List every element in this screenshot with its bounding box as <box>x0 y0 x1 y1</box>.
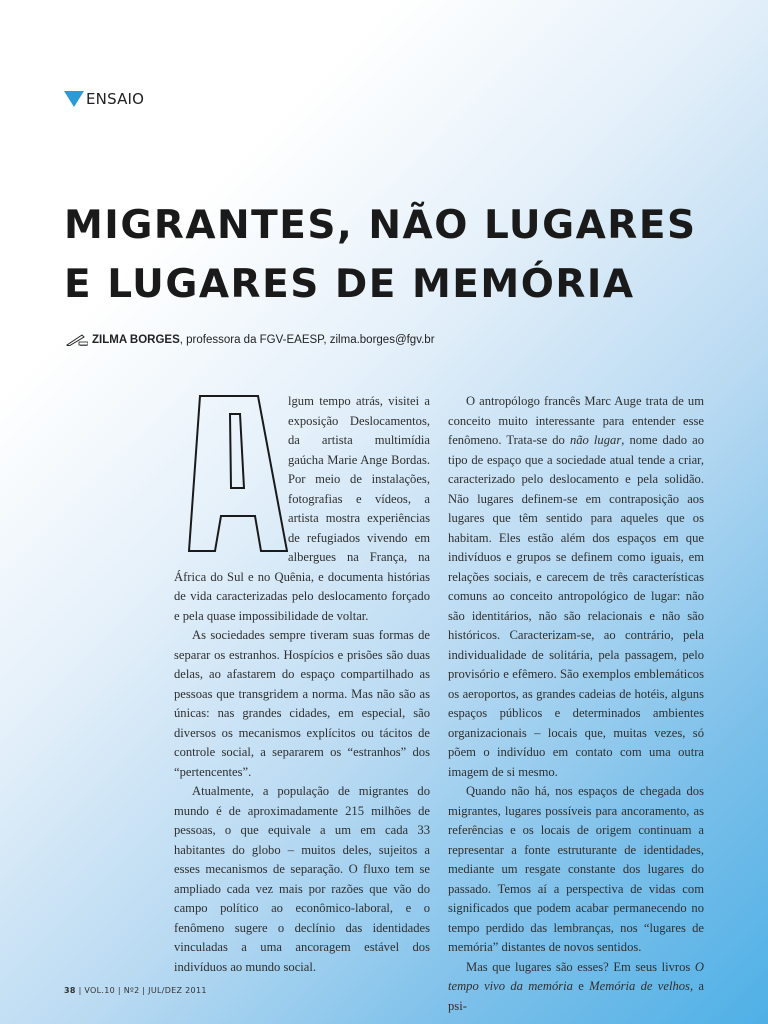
section-label: ENSAIO <box>86 90 145 108</box>
column-left <box>174 392 430 977</box>
pen-icon <box>66 334 88 346</box>
page-number: 38 <box>64 986 76 995</box>
column-right <box>448 392 704 1016</box>
issue-number: Nº2 <box>123 986 140 995</box>
drop-cap-space <box>174 392 288 552</box>
book-title: Memória de velhos <box>589 979 690 993</box>
triangle-down-icon <box>64 91 84 107</box>
article-title <box>64 196 744 314</box>
author-name: ZILMA BORGES <box>92 334 180 346</box>
author-affiliation: , professora da FGV-EAESP, zilma.borges@fgv.br <box>179 334 435 346</box>
paragraph: Atualmente, a população de migrantes do mundo é de aproximadamente 215 milhões de pessoas, o que equivale a um em cada 33 habitantes do globo – muitos deles, sujeitos a esses mecanismos de separação. O fluxo tem se ampliado cada vez mais por razões que vão do campo político ao econômico-laboral, e o fenômeno sugere o declínio das identidades vinculadas a uma ancoragem estável dos indivíduos ao mundo social. <box>174 784 430 974</box>
volume: VOL.10 <box>84 986 116 995</box>
byline <box>66 334 435 346</box>
title-line-1: MIGRANTES, NÃO LUGARES <box>64 203 697 248</box>
book-title: O tempo vivo da memória <box>448 959 704 993</box>
title-line-2: E LUGARES DE MEMÓRIA <box>64 262 635 307</box>
issue-date: JUL/DEZ 2011 <box>148 986 207 995</box>
paragraph: Mas que lugares são esses? Em seus livros O tempo vivo da memória e Memória de velhos, a psi- <box>448 959 704 1013</box>
paragraph: As sociedades sempre tiveram suas formas de separar os estranhos. Hospícios e prisões são duas delas, ao afastarem do espaço compartilhado as pessoas que transgridem a norma. Mas não são as únicas: nas grandes cidades, em especial, são diversos os mecanismos explícitos ou tácitos de controle social, a separarem os “estranhos” dos “pertencentes”. <box>174 628 430 779</box>
paragraph: O antropólogo francês Marc Auge trata de um conceito muito interessante para entender esse fenômeno. Trata-se do não lugar, nome dado ao tipo de espaço que a sociedade atual tende a criar, caracterizado pelo deslocamento e pela solidão. Não lugares definem-se em contraposição aos lugares que têm sentido para aqueles que os habitam. Eles estão além dos espaços em que indivíduos e grupos se definem como iguais, em relações sociais, e carecem de três características comuns ao conceito antropológico de lugar: não são identitários, não são relacionais e não são históricos. Caracterizam-se, ao contrário, pela individualidade de solitária, pela passagem, pelo provisório e efêmero. São exemplos emblemáticos os aeroportos, as grandes cadeias de hotéis, alguns espaços públicos e determinados ambientes organizacionais – locais que, muitas vezes, só põem o indivíduo em contato com uma outra imagem de si mesmo. <box>448 394 704 779</box>
page-footer: 38 | VOL.10 | Nº2 | JUL/DEZ 2011 <box>64 986 207 995</box>
paragraph: Quando não há, nos espaços de chegada dos migrantes, lugares possíveis para ancoramento, as referências e os locais de origem continuam a representar a fonte estruturante de identidades, mediante um resgate constante dos lugares do passado. Temos aí a perspectiva de vidas com significados que podem acabar permanecendo no tempo perdido das lembranças, nos “lugares de memória” distantes de novos sentidos. <box>448 784 704 954</box>
section-tag <box>64 90 144 108</box>
emphasis: não lugar <box>569 433 622 447</box>
paragraph: lgum tempo atrás, visitei a exposição Deslocamentos, da artista multimídia gaúcha Marie Ange Bordas. Por meio de instalações, fotografias e vídeos, a artista mostra experiências de refugiados vivendo em albergues na França, na África do Sul e no Quênia, e documenta histórias de vida caracterizadas pelo deslocamento forçado e pela quase impossibilidade de voltar. <box>174 394 430 623</box>
